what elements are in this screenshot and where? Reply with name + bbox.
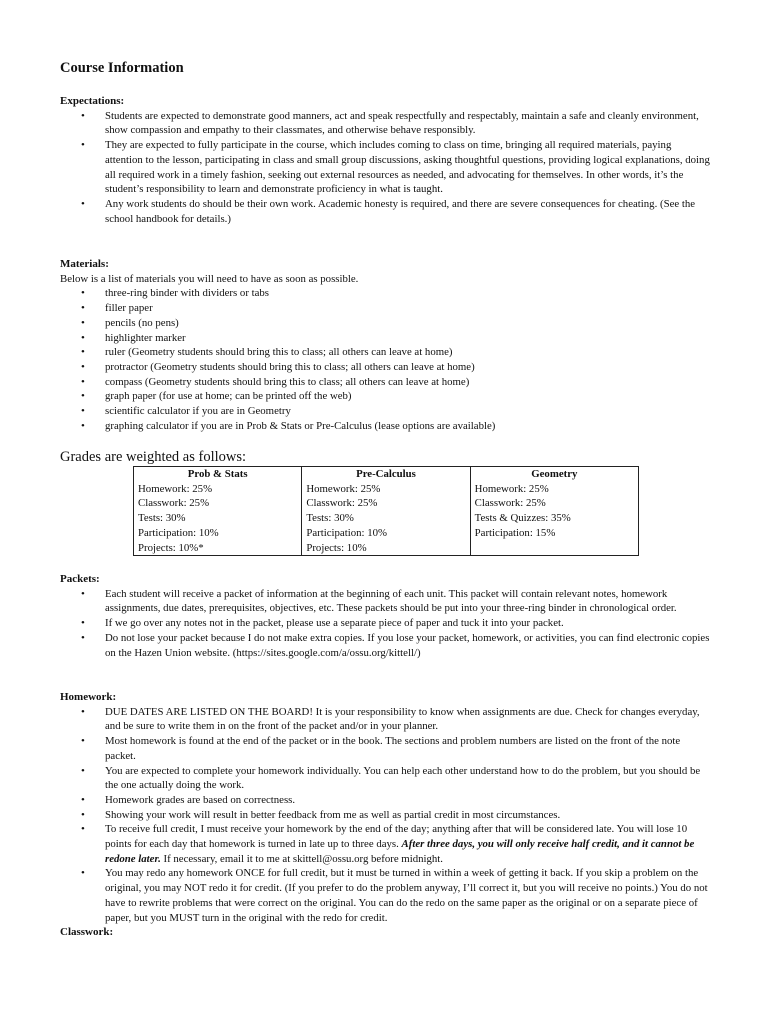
list-item: • Homework grades are based on correctness. (105, 793, 710, 808)
list-item: • scientific calculator if you are in Geometry (105, 404, 710, 419)
grade-line: Projects: 10%* (138, 541, 204, 554)
list-item: • graph paper (for use at home; can be printed off the web) (105, 389, 710, 404)
grades-cell (302, 482, 470, 556)
classwork-heading: Classwork: (60, 926, 114, 939)
grade-line: Tests: 30% (138, 512, 186, 525)
list-item: • protractor (Geometry students should bring this to class; all others can leave at home) (105, 360, 710, 375)
expectations-section (60, 94, 710, 226)
grades-header-row (134, 467, 639, 482)
grade-line: Projects: 10% (306, 541, 367, 554)
list-item: • If we go over any notes not in the packet, please use a separate piece of paper and tuck it into your packet. (105, 616, 710, 631)
column-header: Geometry (470, 467, 638, 482)
grade-line: Homework: 25% (474, 482, 549, 495)
materials-heading: Materials: (60, 258, 109, 270)
list-item: • Showing your work will result in better feedback from me as well as partial credit in most circumstances. (105, 808, 710, 823)
list-item: • pencils (no pens) (105, 316, 710, 331)
list-item: • Students are expected to demonstrate good manners, act and speak respectfully and respectably, maintain a safe and cleanly environment, show compassion and empathy to their classmates, and otherwise behave responsibly. (105, 109, 710, 138)
materials-intro: Below is a list of materials you will need to have as soon as possible. (60, 272, 359, 285)
grade-line: Participation: 15% (474, 526, 556, 539)
late-policy-text: To receive full credit, I must receive your homework by the end of the day; anything after that will be considered late. You will lose 10 points for each day that homework is turned in late up to three days. (105, 823, 688, 851)
grade-line: Classwork: 25% (474, 497, 546, 510)
list-item: • graphing calculator if you are in Prob & Stats or Pre-Calculus (lease options are available) (105, 419, 710, 434)
grade-line: Homework: 25% (306, 482, 381, 495)
expectations-heading: Expectations: (60, 95, 125, 107)
list-item: • three-ring binder with dividers or tabs (105, 286, 710, 301)
homework-section (60, 690, 710, 940)
grades-table (133, 466, 639, 556)
materials-section (60, 257, 710, 433)
late-policy-email: If necessary, email it to me at skittell@ossu.org before midnight. (160, 852, 443, 865)
grades-heading: Grades are weighted as follows: (60, 449, 247, 465)
list-item: • You are expected to complete your homework individually. You can help each other understand how to do the problem, but you should be the one actually doing the work. (105, 764, 710, 793)
materials-list (60, 286, 710, 433)
list-item: • compass (Geometry students should bring this to class; all others can leave at home) (105, 375, 710, 390)
list-item: • ruler (Geometry students should bring this to class; all others can leave at home) (105, 345, 710, 360)
list-item: • Do not lose your packet because I do not make extra copies. If you lose your packet, homework, or activities, you can find electronic copies on the Hazen Union website. (https://sites.google.com/a/ossu.org/kittell/) (105, 631, 710, 660)
page-title: Course Information (60, 60, 184, 76)
grade-line: Participation: 10% (138, 526, 219, 539)
expectations-list (60, 109, 710, 227)
list-item: • Most homework is found at the end of the packet or in the book. The sections and problem numbers are listed on the front of the note packet. (105, 734, 710, 763)
packets-section (60, 572, 710, 660)
grade-line: Classwork: 25% (306, 497, 378, 510)
grades-cell (470, 482, 638, 556)
column-header: Pre-Calculus (302, 467, 470, 482)
list-item: • highlighter marker (105, 331, 710, 346)
list-item: • They are expected to fully participate in the course, which includes coming to class on time, bringing all required materials, paying attention to the lesson, participating in class and small group discussions, asking thoughtful questions, providing logical explanations, doing all required work in a timely fashion, seeking out external resources as needed, and advocating for themselves. In other words, it’s the student’s responsibility to learn and demonstrate proficiency in what is taught. (105, 138, 710, 197)
column-header: Prob & Stats (134, 467, 302, 482)
list-item-redo-policy: • You may redo any homework ONCE for full credit, but it must be turned in within a week of getting it back. If you skip a problem on the original, you may NOT redo it for credit. (If you prefer to do the problem anyway, I’ll correct it, but you will receive no points.) You do not have to rewrite problems that were correct on the original. You can do the redo on the same paper as the original or on a separate piece of paper, but you MUST turn in the original with the redo for credit. (105, 866, 710, 925)
grade-line: Tests & Quizzes: 35% (474, 512, 571, 525)
grade-line: Classwork: 25% (138, 497, 210, 510)
grade-line: Participation: 10% (306, 526, 387, 539)
late-policy-emphasis: After three days, you will only receive half credit, and it cannot be redone later. (105, 838, 695, 865)
packets-list (60, 587, 710, 661)
packets-heading: Packets: (60, 573, 100, 585)
homework-heading: Homework: (60, 691, 117, 703)
list-item: • DUE DATES ARE LISTED ON THE BOARD! It is your responsibility to know when assignments are due. Check for changes everyday, and be sure to write them in on the front of the packet and/or in your planner. (105, 705, 710, 734)
homework-list (60, 705, 710, 926)
grades-cell (134, 482, 302, 556)
grade-line: Homework: 25% (138, 482, 213, 495)
list-item: • Any work students do should be their own work. Academic honesty is required, and there are severe consequences for cheating. (See the school handbook for details.) (105, 197, 710, 226)
grade-line: Tests: 30% (306, 512, 354, 525)
list-item: • Each student will receive a packet of information at the beginning of each unit. This packet will contain relevant notes, homework assignments, due dates, prerequisites, objectives, etc. These packets should be put into your three-ring binder in chronological order. (105, 587, 710, 616)
list-item-late-policy (105, 822, 710, 866)
grades-body-row (134, 482, 639, 556)
list-item: • filler paper (105, 301, 710, 316)
